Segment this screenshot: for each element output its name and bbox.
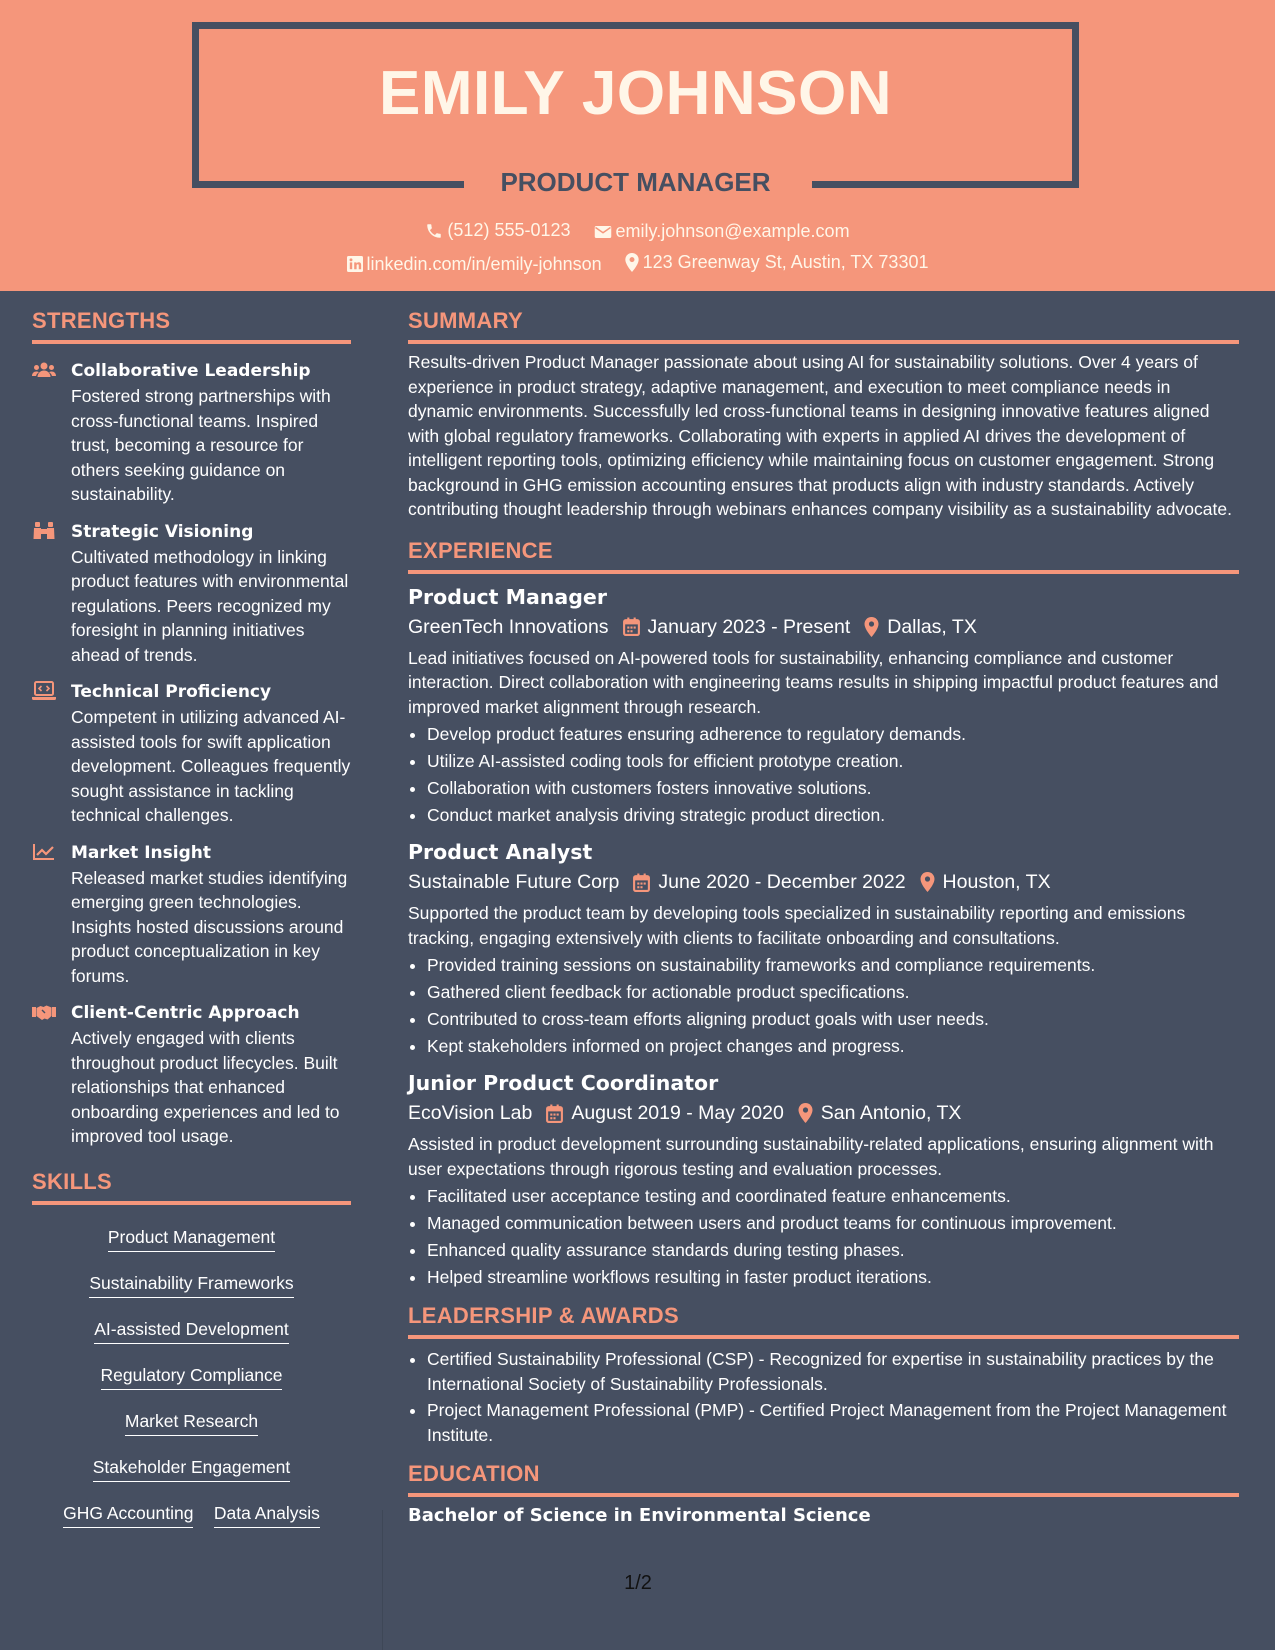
strength-title: Strategic Visioning [71,521,254,542]
strength-title: Collaborative Leadership [71,361,311,381]
job-bullet: • Gathered client feedback for actionable product specifications. [427,979,1239,1006]
job-role: Junior Product Coordinator [408,1071,719,1095]
job-role: Product Manager [408,584,607,609]
strengths-rule [32,340,351,344]
chart-line-icon [32,842,56,862]
skill-tag: AI-assisted Development [94,1319,289,1344]
awards-heading: LEADERSHIP & AWARDS [408,1303,679,1328]
phone-text: (512) 555-0123 [447,220,571,240]
awards-list [408,1347,1239,1447]
job-entry [408,1068,1239,1291]
calendar-icon [546,1104,563,1123]
address-contact [625,252,929,273]
users-icon [32,360,56,380]
education-heading: EDUCATION [408,1461,540,1486]
job-title: PRODUCT MANAGER [500,167,771,197]
job-meta [408,612,1239,642]
summary-heading: SUMMARY [408,308,523,333]
strength-desc: Competent in utilizing advanced AI-assisted tools for swift application development. Colleagues frequently sought assistance in tackling technical challenges. [71,707,351,825]
job-bullet: • Conduct market analysis driving strategic product direction. [427,802,1239,829]
job-description: Lead initiatives focused on AI-powered tools for sustainability, enhancing compliance and customer interaction. Direct collaboration with engineering teams results in shipping impactful product features and improved market alignment through research. [408,647,1219,717]
candidate-name: EMILY JOHNSON [379,59,892,128]
job-bullet: • Utilize AI-assisted coding tools for efficient prototype creation. [427,748,1239,775]
summary-rule [408,340,1239,344]
binoculars-icon [32,521,56,541]
strength-desc: Released market studies identifying emerging green technologies. Insights hosted discussions around product conceptualization in key forums. [71,867,348,986]
experience-heading: EXPERIENCE [408,537,553,563]
column-divider [382,1510,383,1650]
job-bullet: • Collaboration with customers fosters innovative solutions. [427,775,1239,802]
experience-rule [408,570,1239,574]
skills-rule [32,1201,351,1205]
job-bullet: • Enhanced quality assurance standards during testing phases. [427,1237,1239,1264]
job-dates: August 2019 - May 2020 [571,1102,784,1124]
job-meta [408,867,1239,897]
job-entry [408,582,1239,830]
job-bullets [408,721,1239,829]
summary-text: Results-driven Product Manager passionate about using AI for sustainability solutions. Over 4 years of experience in product strategy, adaptive management, and execution to meet compliance needs in dynamic environments. Successfully led cross-functional teams in designing innovative features aligned with global regulatory frameworks. Collaborating with experts in applied AI drives the development of intelligent reporting tools, optimizing efficiency while maintaining focus on customer engagement. Strong background in GHG emission accounting ensures that products align with industry standards. Actively contributing thought leadership through webinars enhances company visibility as a sustainability advocate. [408,352,1232,519]
strength-item [32,519,351,668]
job-description: Supported the product team by developing tools specialized in sustainability reporting and emissions tracking, engaging extensively with clients to facilitate onboarding and consultations. [408,903,1186,948]
skill-tag: Market Research [125,1411,258,1436]
job-location: San Antonio, TX [820,1102,962,1124]
map-pin-icon [864,617,879,637]
strengths-heading: STRENGTHS [32,308,171,333]
job-company: Sustainable Future Corp [408,871,620,893]
job-bullet: • Provided training sessions on sustainability frameworks and compliance requirements. [427,952,1239,979]
linkedin-contact[interactable] [347,254,602,275]
job-dates: June 2020 - December 2022 [658,871,906,893]
linkedin-text: linkedin.com/in/emily-johnson [366,253,602,274]
strength-desc: Actively engaged with clients throughout product lifecycles. Built relationships that enhanced onboarding experiences and led to improved tool usage. [71,1028,340,1146]
calendar-icon [623,617,640,636]
skill-tag: Regulatory Compliance [101,1365,283,1390]
skill-tag: Sustainability Frameworks [89,1273,293,1298]
awards-rule [408,1335,1239,1339]
skills-heading: SKILLS [32,1168,113,1194]
skill-tag: Product Management [108,1227,275,1252]
envelope-icon [594,224,612,240]
strength-item [32,840,351,989]
map-pin-icon [798,1103,813,1123]
job-location: Dallas, TX [887,615,977,638]
award-item: • Certified Sustainability Professional (CSP) - Recognized for expertise in sustainability practices by the International Society of Sustainability Professionals. [427,1347,1239,1396]
strength-title: Client-Centric Approach [71,1003,300,1023]
job-company: EcoVision Lab [408,1102,533,1124]
job-role: Product Analyst [408,840,593,864]
calendar-icon [633,873,650,892]
skill-tag: Data Analysis [214,1503,320,1528]
strength-item [32,679,351,828]
strength-item [32,1000,351,1149]
strength-item [32,358,351,507]
education-rule [408,1493,1239,1497]
laptop-code-icon [32,681,56,701]
job-bullet: • Kept stakeholders informed on project changes and progress. [427,1033,1239,1060]
job-bullets [408,952,1239,1060]
job-description: Assisted in product development surrounding sustainability-related applications, ensuring alignment with user expectations through rigorous testing and evaluation processes. [408,1134,1214,1179]
education-degree: Bachelor of Science in Environmental Science [408,1505,871,1526]
header-banner [0,0,1275,291]
job-company: GreenTech Innovations [408,615,609,638]
job-bullet: • Facilitated user acceptance testing and coordinated feature enhancements. [427,1183,1239,1210]
linkedin-icon [347,256,363,272]
handshake-icon [32,1002,56,1022]
job-dates: January 2023 - Present [647,615,851,638]
strength-title: Technical Proficiency [71,682,272,702]
phone-icon [425,222,443,240]
skills-list [32,1219,351,1541]
phone-contact [425,220,570,241]
page-number: 1/2 [624,1572,652,1594]
strength-title: Market Insight [71,842,211,863]
job-meta [408,1098,1239,1128]
email-contact[interactable] [594,221,850,242]
job-entry [408,837,1239,1060]
job-bullets [408,1183,1239,1291]
left-column [32,308,351,1541]
job-bullet: • Develop product features ensuring adherence to regulatory demands. [427,721,1239,748]
job-location: Houston, TX [942,871,1051,893]
email-text: emily.johnson@example.com [615,221,850,241]
award-item: • Project Management Professional (PMP) - Certified Project Management from the Project Management Institute. [427,1398,1239,1447]
right-column [408,308,1239,1526]
contact-line-2 [0,252,1275,277]
skill-tag: Stakeholder Engagement [93,1457,291,1482]
map-pin-icon [625,253,639,272]
skill-tag: GHG Accounting [63,1503,193,1528]
job-bullet: • Contributed to cross-team efforts aligning product goals with user needs. [427,1006,1239,1033]
strength-desc: Cultivated methodology in linking product features with environmental regulations. Peers recognized my foresight in planning initiatives ahead of trends. [71,546,349,665]
map-pin-icon [920,872,935,892]
contact-line-1 [0,220,1275,245]
address-text: 123 Greenway St, Austin, TX 73301 [642,252,929,272]
strength-desc: Fostered strong partnerships with cross-functional teams. Inspired trust, becoming a resource for others seeking guidance on sustainability. [71,386,331,504]
job-bullet: • Managed communication between users and product teams for continuous improvement. [427,1210,1239,1237]
job-bullet: • Helped streamline workflows resulting in faster product iterations. [427,1264,1239,1291]
